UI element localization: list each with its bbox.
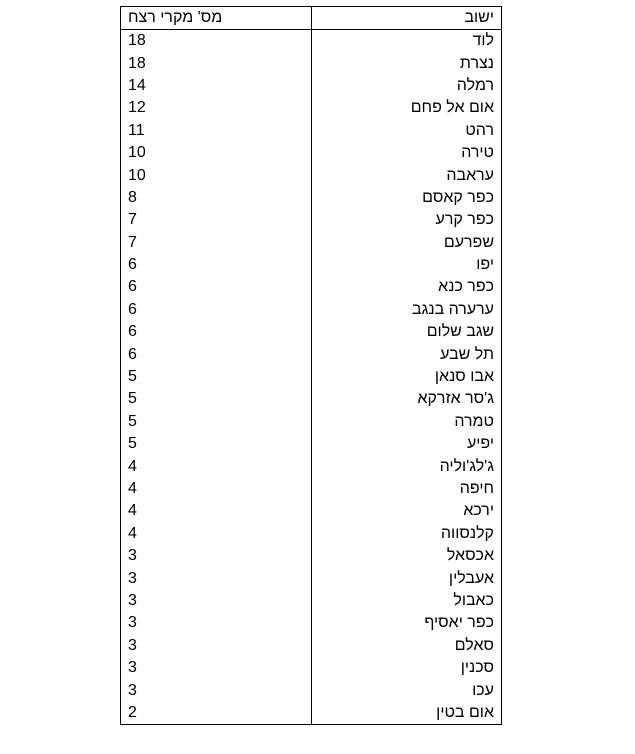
table-row <box>121 478 502 500</box>
cell-town: אבו סנאן <box>312 366 502 388</box>
murder-cases-table-container <box>120 6 501 725</box>
cell-town: רהט <box>312 120 502 142</box>
cell-murder-count: 11 <box>121 120 312 142</box>
table-row <box>121 455 502 477</box>
cell-murder-count: 6 <box>121 276 312 298</box>
table-row <box>121 299 502 321</box>
cell-murder-count: 10 <box>121 164 312 186</box>
cell-town: טירה <box>312 142 502 164</box>
cell-town: קלנסווה <box>312 523 502 545</box>
cell-town: לוד <box>312 30 502 53</box>
table-row <box>121 120 502 142</box>
table-row <box>121 545 502 567</box>
cell-murder-count: 4 <box>121 478 312 500</box>
header-town: ישוב <box>312 7 502 30</box>
cell-murder-count: 7 <box>121 209 312 231</box>
table-row <box>121 97 502 119</box>
cell-town: ירכא <box>312 500 502 522</box>
cell-town: טמרה <box>312 411 502 433</box>
cell-town: כפר כנא <box>312 276 502 298</box>
cell-town: עכו <box>312 679 502 701</box>
cell-town: כפר יאסיף <box>312 612 502 634</box>
cell-murder-count: 3 <box>121 635 312 657</box>
table-row <box>121 52 502 74</box>
table-row <box>121 388 502 410</box>
cell-murder-count: 5 <box>121 366 312 388</box>
cell-town: תל שבע <box>312 343 502 365</box>
cell-town: שפרעם <box>312 232 502 254</box>
cell-murder-count: 3 <box>121 590 312 612</box>
cell-town: נצרת <box>312 52 502 74</box>
cell-town: כפר קאסם <box>312 187 502 209</box>
cell-town: כאבול <box>312 590 502 612</box>
cell-murder-count: 3 <box>121 679 312 701</box>
cell-town: סאלם <box>312 635 502 657</box>
cell-town: ג'סר אזרקא <box>312 388 502 410</box>
table-row <box>121 635 502 657</box>
cell-town: שגב שלום <box>312 321 502 343</box>
header-murder-count: מס' מקרי רצח <box>121 7 312 30</box>
cell-town: סכנין <box>312 657 502 679</box>
cell-murder-count: 14 <box>121 75 312 97</box>
cell-town: ערערה בנגב <box>312 299 502 321</box>
table-row <box>121 164 502 186</box>
cell-murder-count: 3 <box>121 567 312 589</box>
cell-town: רמלה <box>312 75 502 97</box>
table-header-row <box>121 7 502 30</box>
table-row <box>121 321 502 343</box>
cell-town: יפו <box>312 254 502 276</box>
table-row <box>121 657 502 679</box>
cell-murder-count: 4 <box>121 500 312 522</box>
table-row <box>121 343 502 365</box>
cell-town: עראבה <box>312 164 502 186</box>
table-row <box>121 75 502 97</box>
cell-murder-count: 6 <box>121 299 312 321</box>
cell-murder-count: 3 <box>121 657 312 679</box>
table-row <box>121 209 502 231</box>
cell-murder-count: 4 <box>121 455 312 477</box>
cell-town: כפר קרע <box>312 209 502 231</box>
cell-town: יפיע <box>312 433 502 455</box>
table-row <box>121 366 502 388</box>
table-row <box>121 567 502 589</box>
cell-murder-count: 18 <box>121 52 312 74</box>
table-row <box>121 254 502 276</box>
cell-murder-count: 18 <box>121 30 312 53</box>
table-row <box>121 679 502 701</box>
cell-town: חיפה <box>312 478 502 500</box>
murder-cases-table <box>120 6 502 725</box>
table-row <box>121 500 502 522</box>
cell-murder-count: 6 <box>121 343 312 365</box>
table-body <box>121 30 502 725</box>
table-row <box>121 232 502 254</box>
table-row <box>121 612 502 634</box>
cell-town: ג'לג'וליה <box>312 455 502 477</box>
cell-murder-count: 3 <box>121 545 312 567</box>
table-row <box>121 187 502 209</box>
table-row <box>121 30 502 53</box>
table-row <box>121 142 502 164</box>
cell-town: אום אל פחם <box>312 97 502 119</box>
table-row <box>121 590 502 612</box>
cell-murder-count: 2 <box>121 702 312 725</box>
cell-town: אום בטין <box>312 702 502 725</box>
cell-murder-count: 5 <box>121 433 312 455</box>
cell-murder-count: 12 <box>121 97 312 119</box>
cell-murder-count: 7 <box>121 232 312 254</box>
cell-murder-count: 5 <box>121 411 312 433</box>
cell-town: אכסאל <box>312 545 502 567</box>
table-row <box>121 411 502 433</box>
cell-murder-count: 6 <box>121 254 312 276</box>
table-row <box>121 702 502 725</box>
cell-murder-count: 8 <box>121 187 312 209</box>
cell-murder-count: 10 <box>121 142 312 164</box>
cell-murder-count: 4 <box>121 523 312 545</box>
cell-town: אעבלין <box>312 567 502 589</box>
table-row <box>121 276 502 298</box>
table-row <box>121 433 502 455</box>
cell-murder-count: 6 <box>121 321 312 343</box>
cell-murder-count: 3 <box>121 612 312 634</box>
table-row <box>121 523 502 545</box>
cell-murder-count: 5 <box>121 388 312 410</box>
